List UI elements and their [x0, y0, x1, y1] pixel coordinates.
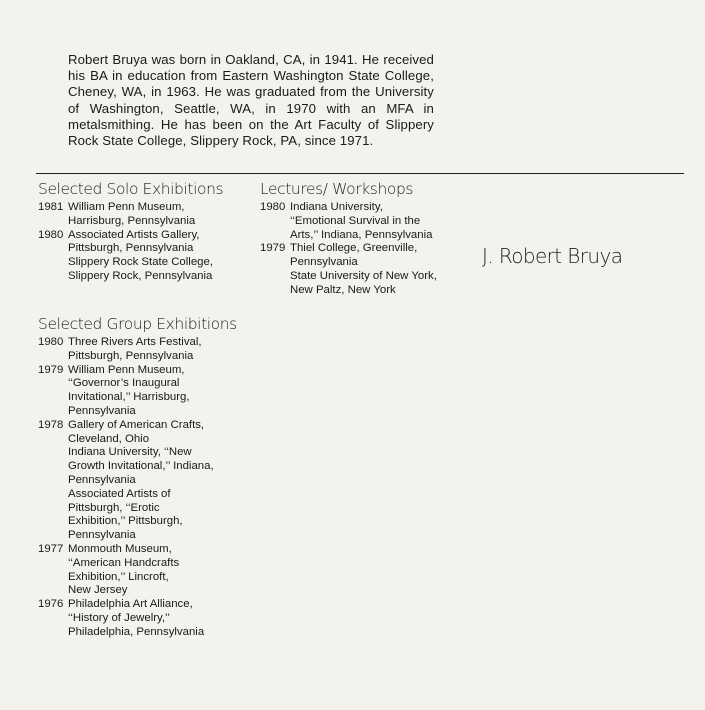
- entry-line: Growth Invitational,’’ Indiana,: [68, 460, 214, 473]
- artist-biography: Robert Bruya was born in Oakland, CA, in 1941. He received his BA in education from Eastern Washington State College, Cheney, WA, in 1963. He was graduated from the University of Washington, Seattle, WA, in 1970 with an MFA in metalsmithing. He has been on the Art Faculty of Slippery Rock State College, Slippery Rock, PA, since 1971.: [68, 52, 434, 149]
- entry-line: Three Rivers Arts Festival,: [68, 336, 202, 348]
- entry-details: [68, 419, 248, 543]
- entry-line: Exhibition,’’ Pittsburgh,: [68, 515, 183, 528]
- entry-details: [68, 229, 248, 284]
- exhibition-entry: [38, 336, 248, 364]
- entry-line: William Penn Museum,: [68, 363, 185, 376]
- entry-line: Indiana University,: [290, 201, 383, 213]
- entry-line: Slippery Rock State College,: [68, 256, 213, 269]
- entry-line: Thiel College, Greenville,: [290, 242, 418, 255]
- entry-details: [68, 598, 248, 639]
- exhibition-entry: [38, 543, 248, 598]
- entry-line: Pittsburgh, Pennsylvania: [68, 242, 194, 255]
- entry-line: Pennsylvania: [68, 473, 136, 486]
- entry-details: [68, 364, 248, 419]
- entry-line: Associated Artists Gallery,: [68, 228, 200, 241]
- entry-year: 1980: [38, 228, 64, 241]
- entry-line: ‘‘Governor’s Inaugural: [68, 377, 180, 390]
- entry-year: 1980: [38, 336, 64, 348]
- entry-line: Cleveland, Ohio: [68, 432, 150, 445]
- group-exhibitions-list: [38, 336, 248, 640]
- entry-line: Invitational,’’ Harrisburg,: [68, 391, 190, 404]
- entry-line: Pittsburgh, ‘‘Erotic: [68, 501, 160, 514]
- entry-line: Associated Artists of: [68, 487, 171, 500]
- entry-line: Monmouth Museum,: [68, 542, 172, 555]
- entry-year: 1981: [38, 201, 64, 213]
- exhibition-entry: [260, 242, 460, 297]
- exhibition-entry: [38, 598, 248, 639]
- entry-line: ‘‘American Handcrafts: [68, 556, 180, 569]
- entry-line: Slippery Rock, Pennsylvania: [68, 269, 213, 282]
- entry-line: Indiana University, ‘‘New: [68, 446, 192, 459]
- entry-year: 1980: [260, 201, 286, 213]
- section-divider: [36, 173, 684, 174]
- entry-line: Gallery of American Crafts,: [68, 418, 205, 431]
- entry-details: [68, 336, 248, 364]
- group-exhibitions-title: Selected Group Exhibitions: [38, 315, 237, 333]
- entry-year: 1978: [38, 418, 64, 431]
- entry-year: 1979: [260, 242, 286, 255]
- solo-exhibitions-title: Selected Solo Exhibitions: [38, 180, 224, 198]
- entry-line: State University of New York,: [290, 269, 437, 282]
- entry-details: [290, 201, 460, 242]
- lectures-workshops-section: [260, 180, 460, 298]
- artist-name: J. Robert Bruya: [482, 244, 623, 268]
- entry-line: Harrisburg, Pennsylvania: [68, 214, 196, 227]
- entry-line: Exhibition,’’ Lincroft,: [68, 570, 169, 583]
- entry-line: William Penn Museum,: [68, 201, 185, 213]
- entry-line: Pennsylvania: [290, 256, 358, 269]
- entry-year: 1977: [38, 542, 64, 555]
- exhibition-entry: [38, 229, 248, 284]
- entry-line: Pennsylvania: [68, 404, 136, 417]
- entry-line: Arts,’’ Indiana, Pennsylvania: [290, 228, 433, 241]
- solo-exhibitions-list: [38, 201, 248, 284]
- entry-line: ‘‘Emotional Survival in the: [290, 214, 421, 227]
- entry-line: Philadelphia Art Alliance,: [68, 598, 193, 611]
- solo-exhibitions-section: [38, 180, 248, 284]
- exhibition-entry: [38, 364, 248, 419]
- entry-year: 1976: [38, 598, 64, 611]
- group-exhibitions-section: [38, 315, 248, 640]
- exhibition-entry: [38, 419, 248, 543]
- entry-details: [68, 543, 248, 598]
- entry-details: [68, 201, 248, 229]
- entry-year: 1979: [38, 363, 64, 376]
- entry-line: Pittsburgh, Pennsylvania: [68, 349, 194, 362]
- exhibition-entry: [260, 201, 460, 242]
- lectures-workshops-title: Lectures/ Workshops: [260, 180, 414, 198]
- entry-line: Philadelphia, Pennsylvania: [68, 625, 205, 638]
- exhibition-entry: [38, 201, 248, 229]
- entry-details: [290, 242, 460, 297]
- lectures-workshops-list: [260, 201, 460, 298]
- entry-line: Pennsylvania: [68, 529, 136, 542]
- entry-line: New Paltz, New York: [290, 283, 396, 296]
- entry-line: ‘‘History of Jewelry,’’: [68, 611, 170, 624]
- entry-line: New Jersey: [68, 584, 128, 597]
